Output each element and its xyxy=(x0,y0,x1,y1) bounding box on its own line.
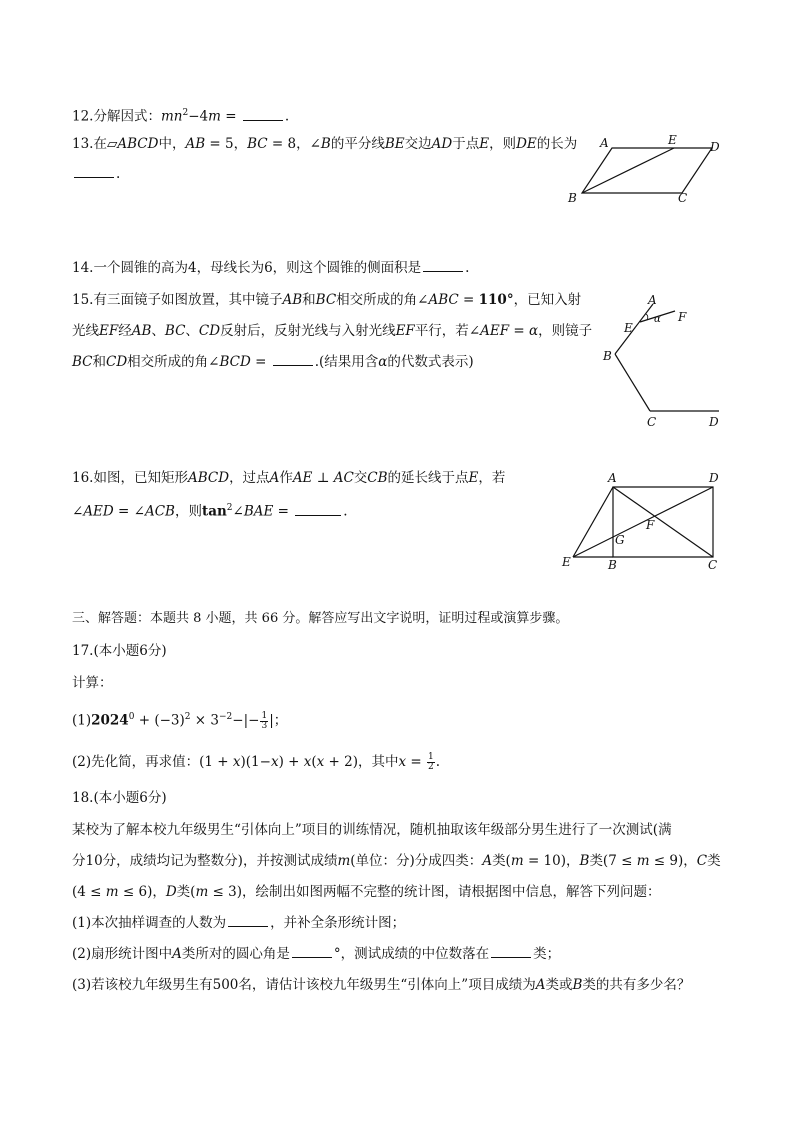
bisector-be xyxy=(582,148,674,193)
label-e: E xyxy=(562,555,571,569)
label-b: B xyxy=(603,349,612,363)
answer-blank[interactable] xyxy=(228,913,268,927)
fraction-one-half: $\frac{1}{2}$ xyxy=(428,752,434,772)
q17-heading: 17.(本小题6分) xyxy=(72,643,167,659)
answer-blank[interactable] xyxy=(243,107,283,121)
answer-blank[interactable] xyxy=(292,944,332,958)
label-b: B xyxy=(568,191,577,205)
q17-calc-label: 计算： xyxy=(72,675,113,691)
parallelogram-abcd xyxy=(582,148,712,193)
q16-line1: 16.如图，已知矩形ABCD，过点A作AE ⊥ AC交CB的延长线于点E，若 xyxy=(72,470,506,486)
label-f: F xyxy=(646,518,655,532)
mirror-ab xyxy=(615,304,653,354)
label-alpha: α xyxy=(654,314,661,325)
q13-parallelogram-figure xyxy=(562,130,732,208)
label-c: C xyxy=(647,415,657,429)
angle-alpha-arc xyxy=(646,314,648,320)
answer-blank[interactable] xyxy=(74,164,114,178)
q18-sub1: (1)本次抽样调查的人数为 ，并补全条形统计图； xyxy=(72,915,406,931)
label-e: E xyxy=(624,321,633,335)
q17-part2: (2)先化简，再求值：(1 + x)(1−x) + x(x + 2)，其中x = $\frac{1}{2}$ . xyxy=(72,752,441,772)
label-e: E xyxy=(668,133,677,147)
q15-line1: 15.有三面镜子如图放置，其中镜子AB和BC相交所成的角∠ABC = 110°，已知入射 xyxy=(72,292,582,308)
q14: 14.一个圆锥的高为4，母线长为6，则这个圆锥的侧面积是 . xyxy=(72,260,470,276)
answer-blank[interactable] xyxy=(491,944,531,958)
q16-line2: ∠AED = ∠ACB，则$\tan^2\angle BAE$ = . xyxy=(72,503,348,520)
label-a: A xyxy=(608,471,617,485)
label-a: A xyxy=(648,293,657,307)
diagonal-ac xyxy=(613,487,713,557)
q13-answer: . xyxy=(72,164,120,184)
label-d: D xyxy=(710,140,720,154)
q17-part1: $(1)2024^0 + (-3)^2 \times 3^{-2}-|-$ $\frac{1}{3}$ |； xyxy=(72,710,288,731)
q18-line1: 某校为了解本校九年级男生“引体向上”项目的训练情况，随机抽取该年级部分男生进行了一次测试(满 xyxy=(72,822,672,838)
label-g: G xyxy=(615,533,625,547)
q18-line3: (4 ≤ m ≤ 6)，D类(m ≤ 3)，绘制出如图两幅不完整的统计图，请根据图中信息，解答下列问题： xyxy=(72,884,661,900)
q18-sub2: (2)扇形统计图中A类所对的圆心角是 °，测试成绩的中位数落在 类； xyxy=(72,946,561,962)
q13: 13.在▱ABCD中，AB = 5，BC = 8，∠B的平分线BE交边AD于点E，则DE的长为 xyxy=(72,136,578,152)
label-f: F xyxy=(678,310,687,324)
q18-sub3: (3)若该校九年级男生有500名，请估计该校九年级男生“引体向上”项目成绩为A类或B类的共有多少名？ xyxy=(72,977,691,993)
mirror-bc xyxy=(615,354,650,411)
label-d: D xyxy=(709,471,719,485)
q15-line3: BC和CD相交所成的角∠BCD = .(结果用含α的代数式表示) xyxy=(72,354,474,370)
label-c: C xyxy=(708,558,718,572)
segment-ed xyxy=(573,487,713,557)
answer-blank[interactable] xyxy=(295,502,341,516)
label-d: D xyxy=(709,415,719,429)
label-a: A xyxy=(600,136,609,150)
q15-line2: 光线EF经AB、BC、CD反射后，反射光线与入射光线EF平行，若∠AEF = α，则镜子 xyxy=(72,323,593,339)
label-b: B xyxy=(608,558,617,572)
fraction-one-third: $\frac{1}{3}$ xyxy=(261,710,268,731)
q18-heading: 18.(本小题6分) xyxy=(72,790,167,806)
q15-mirrors-figure xyxy=(598,288,728,433)
answer-blank[interactable] xyxy=(273,352,313,366)
q16-rectangle-figure xyxy=(556,468,726,576)
q18-line2: 分10分，成绩均记为整数分)，并按测试成绩m(单位：分)分成四类：A类(m = 10)，B类(7 ≤ m ≤ 9)，C类 xyxy=(72,853,721,869)
answer-blank[interactable] xyxy=(423,258,463,272)
section-3-heading: 三、解答题：本题共 8 小题，共 66 分。解答应写出文字说明，证明过程或演算步骤。 xyxy=(72,611,569,626)
q12: 12.分解因式：$mn^2-4m$ = . xyxy=(72,108,290,125)
label-c: C xyxy=(678,191,688,205)
